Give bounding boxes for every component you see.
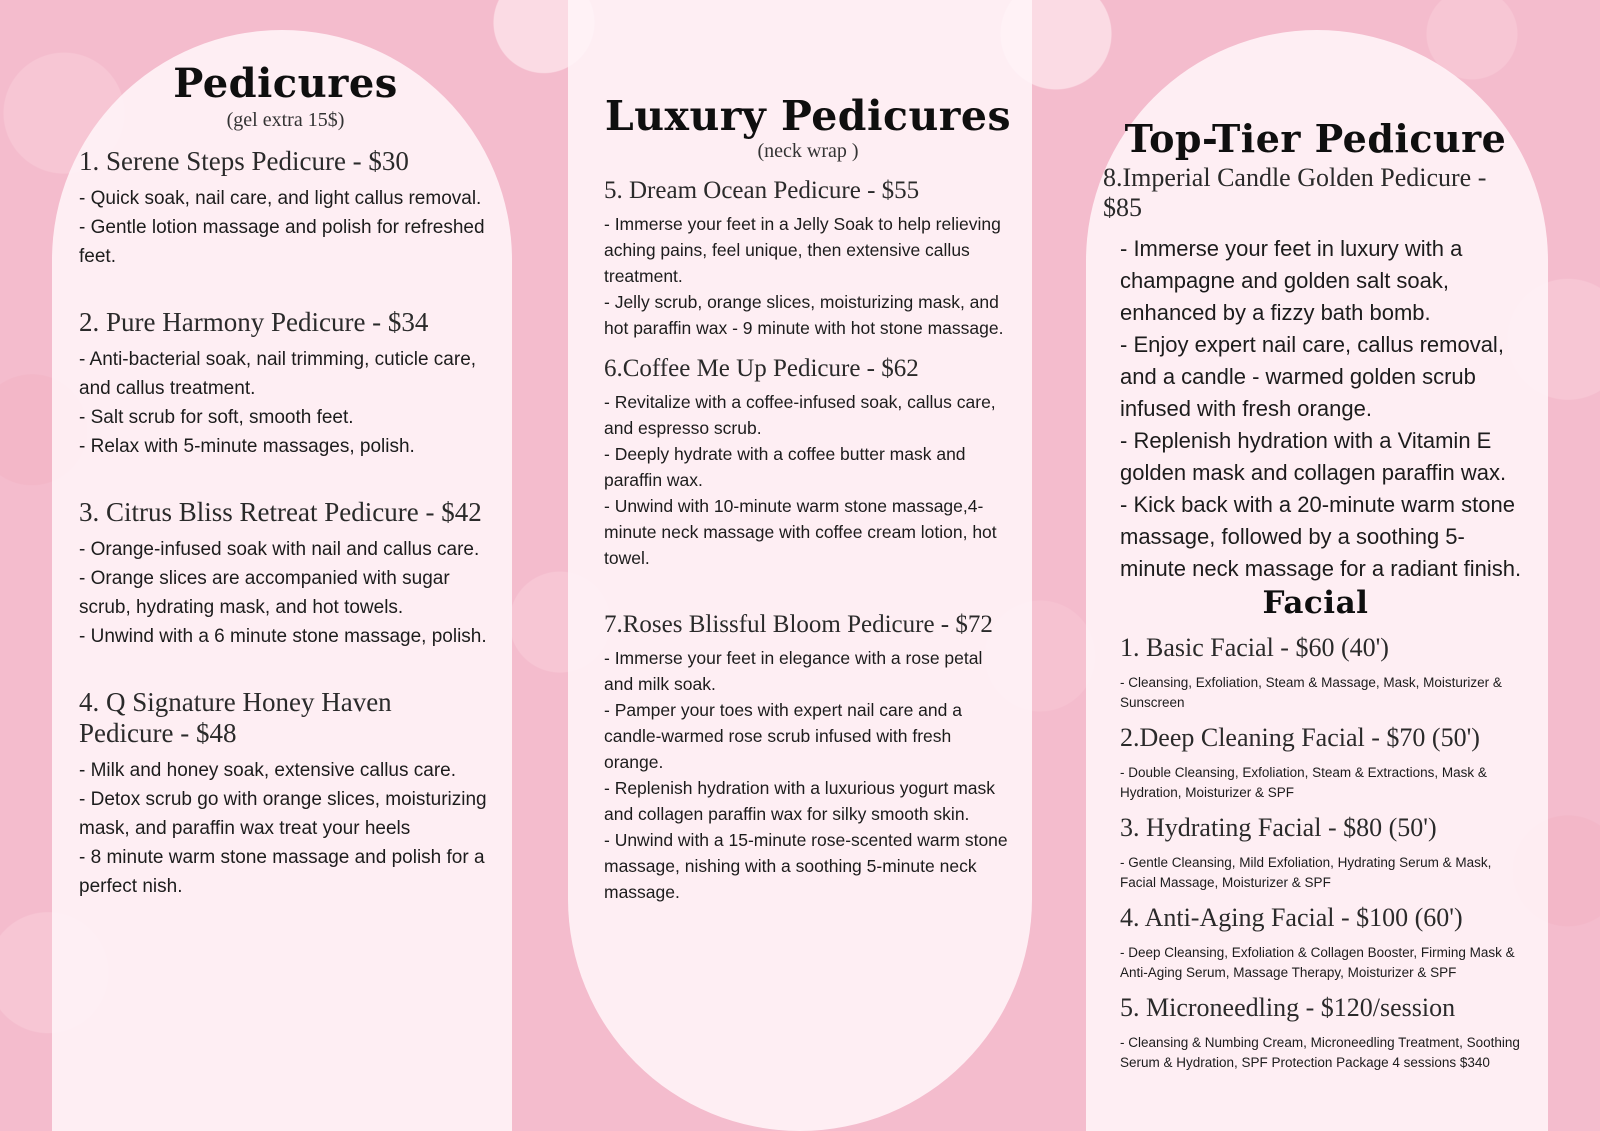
service-line: - Quick soak, nail care, and light callus removal.: [79, 188, 482, 209]
service-line: - 8 minute warm stone massage and polish for a perfect nish.: [79, 847, 485, 897]
luxury-pedicures-panel: [568, 0, 1032, 1131]
service-description: [1103, 233, 1528, 585]
top-tier-panel: [1086, 30, 1548, 1131]
service-item: [604, 177, 1012, 341]
service-line: - Milk and honey soak, extensive callus care.: [79, 760, 457, 781]
service-item: [604, 355, 1012, 571]
section-subtitle-pedicures: (gel extra 15$): [226, 109, 345, 131]
facial-desc: - Gentle Cleansing, Mild Exfoliation, Hydrating Serum & Mask, Facial Massage, Moisturizer & SPF: [1120, 855, 1492, 890]
section-title-top-tier: Top-Tier Pedicure: [1124, 116, 1507, 161]
service-item: [604, 611, 1012, 905]
facial-name: 4. Anti-Aging Facial - $100 (60'): [1120, 903, 1463, 932]
facial-item: [1103, 993, 1528, 1073]
service-line: - Replenish hydration with a luxurious yogurt mask and collagen paraffin wax for silky smooth skin.: [604, 778, 996, 824]
service-line: - Anti-bacterial soak, nail trimming, cuticle care, and callus treatment.: [79, 349, 477, 399]
facial-name: 2.Deep Cleaning Facial - $70 (50'): [1120, 723, 1480, 752]
section-title-luxury: Luxury Pedicures: [604, 92, 1012, 140]
service-line: - Replenish hydration with a Vitamin E golden mask and collagen paraffin wax.: [1120, 428, 1507, 485]
service-line: - Detox scrub go with orange slices, moisturizing mask, and paraffin wax treat your heels: [79, 789, 487, 839]
facial-desc: - Double Cleansing, Exfoliation, Steam & Extractions, Mask & Hydration, Moisturizer & SPF: [1120, 765, 1487, 800]
service-name: 8.Imperial Candle Golden Pedicure - $85: [1103, 163, 1487, 222]
service-name: 2. Pure Harmony Pedicure - $34: [79, 307, 429, 337]
facial-item: [1103, 813, 1528, 893]
service-line: - Jelly scrub, orange slices, moisturizing mask, and hot paraffin wax - 9 minute with hot stone massage.: [604, 292, 1004, 338]
service-line: - Orange slices are accompanied with sugar scrub, hydrating mask, and hot towels.: [79, 568, 450, 618]
service-line: - Gentle lotion massage and polish for refreshed feet.: [79, 217, 485, 267]
service-line: - Immerse your feet in elegance with a rose petal and milk soak.: [604, 648, 983, 694]
service-item: [79, 497, 492, 651]
facial-desc: - Cleansing & Numbing Cream, Microneedling Treatment, Soothing Serum & Hydration, SPF Protection Package 4 sessions $340: [1120, 1035, 1520, 1070]
service-line: - Unwind with a 6 minute stone massage, polish.: [79, 626, 487, 647]
service-line: - Relax with 5-minute massages, polish.: [79, 436, 415, 457]
pedicures-panel: [52, 30, 512, 1131]
service-name: 3. Citrus Bliss Retreat Pedicure - $42: [79, 497, 482, 527]
service-line: - Immerse your feet in luxury with a champagne and golden salt soak, enhanced by a fizzy bath bomb.: [1120, 236, 1463, 325]
facial-item: [1103, 723, 1528, 803]
section-subtitle-luxury: (neck wrap ): [757, 140, 859, 162]
service-line: - Kick back with a 20-minute warm stone massage, followed by a soothing 5-minute neck massage for a radiant finish.: [1120, 492, 1522, 581]
service-name: 4. Q Signature Honey Haven Pedicure - $48: [79, 687, 392, 748]
facial-name: 3. Hydrating Facial - $80 (50'): [1120, 813, 1437, 842]
service-line: - Unwind with a 15-minute rose-scented warm stone massage, nishing with a soothing 5-minute neck massage.: [604, 830, 1008, 902]
facial-desc: - Deep Cleansing, Exfoliation & Collagen Booster, Firming Mask & Anti-Aging Serum, Massage Therapy, Moisturizer & SPF: [1120, 945, 1515, 980]
service-line: - Orange-infused soak with nail and callus care.: [79, 539, 480, 560]
service-line: - Deeply hydrate with a coffee butter mask and paraffin wax.: [604, 444, 966, 490]
facial-name: 5. Microneedling - $120/session: [1120, 993, 1456, 1022]
facial-desc: - Cleansing, Exfoliation, Steam & Massage, Mask, Moisturizer & Sunscreen: [1120, 675, 1502, 710]
service-line: - Revitalize with a coffee-infused soak, callus care, and espresso scrub.: [604, 392, 996, 438]
facial-name: 1. Basic Facial - $60 (40'): [1120, 633, 1389, 662]
service-line: - Pamper your toes with expert nail care and a candle-warmed rose scrub infused with fresh orange.: [604, 700, 962, 772]
service-line: - Enjoy expert nail care, callus removal, and a candle - warmed golden scrub infused with fresh orange.: [1120, 332, 1504, 421]
service-name: 6.Coffee Me Up Pedicure - $62: [604, 355, 919, 382]
service-line: - Salt scrub for soft, smooth feet.: [79, 407, 354, 428]
service-item: [79, 687, 492, 901]
facial-item: [1103, 633, 1528, 713]
service-name: 1. Serene Steps Pedicure - $30: [79, 146, 409, 176]
service-name: 7.Roses Blissful Bloom Pedicure - $72: [604, 611, 993, 638]
service-item: [79, 146, 492, 271]
section-title-facial: Facial: [1262, 585, 1369, 621]
service-item: [79, 307, 492, 461]
service-line: - Unwind with 10-minute warm stone massage,4-minute neck massage with coffee cream lotion, hot towel.: [604, 496, 997, 568]
service-line: - Immerse your feet in a Jelly Soak to help relieving aching pains, feel unique, then extensive callus treatment.: [604, 214, 1001, 286]
section-title-pedicures: Pedicures: [173, 60, 398, 107]
service-name: 5. Dream Ocean Pedicure - $55: [604, 177, 920, 204]
facial-item: [1103, 903, 1528, 983]
